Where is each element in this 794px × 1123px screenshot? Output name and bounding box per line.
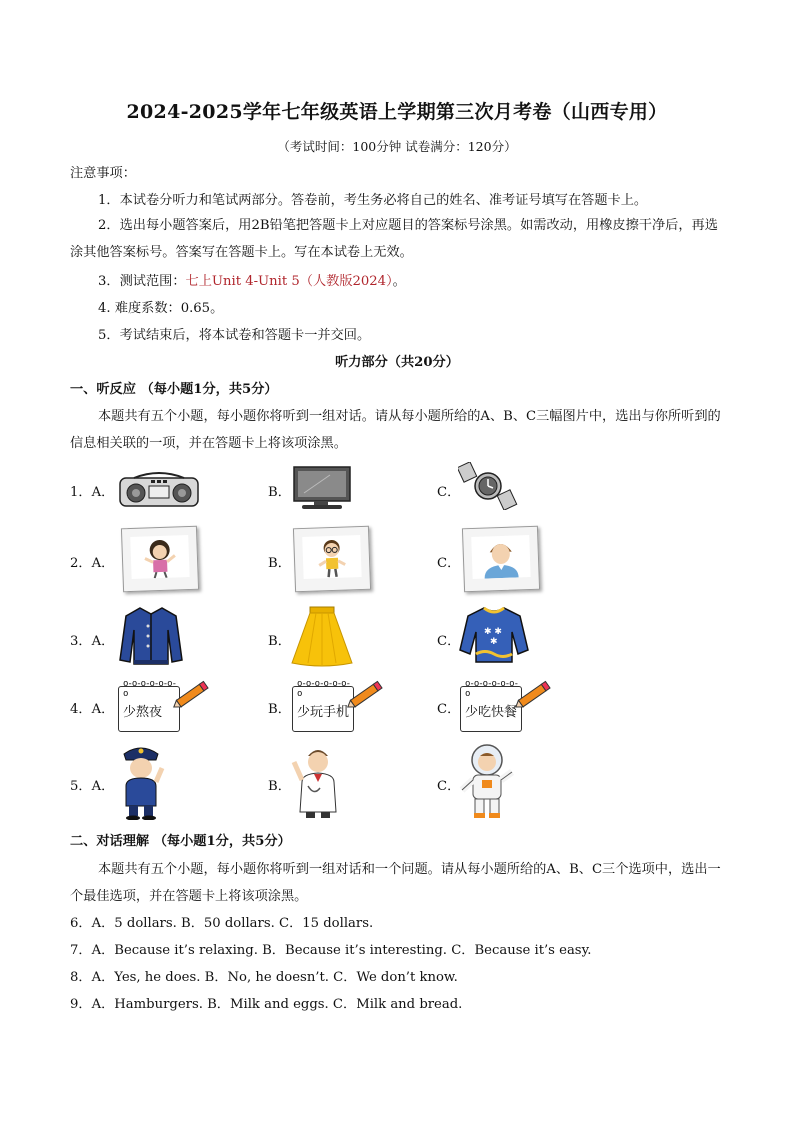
q2-option-b-label: B． xyxy=(268,556,291,571)
spiral-rings-icon: o-o-o-o-o-o-o xyxy=(297,679,351,699)
sweater-icon[interactable] xyxy=(458,604,530,670)
q2-option-c-label: C． xyxy=(437,556,461,571)
notice-heading: 注意事项： xyxy=(70,166,136,181)
pencil-icon xyxy=(344,680,386,714)
q1-option-c-label: C． xyxy=(437,485,461,500)
pencil-icon xyxy=(512,680,554,714)
spiral-rings-icon: o-o-o-o-o-o-o xyxy=(465,679,519,699)
computer-monitor-icon[interactable] xyxy=(290,465,352,515)
yellow-skirt-icon[interactable] xyxy=(288,605,356,671)
girl-photo-icon[interactable] xyxy=(121,526,199,593)
section1-heading: 一、听反应 （每小题1分，共5分） xyxy=(70,382,278,397)
section1-intro: 本题共有五个小题，每小题你将听到一组对话。请从每小题所给的A、B、C三幅图片中，选出与你所听到的信息相关联的一项，并在答题卡上将该项涂黑。 xyxy=(70,409,721,451)
question-6: 6．A．5 dollars. B．50 dollars. C．15 dollars. xyxy=(70,916,374,931)
q4-option-b-label: B． xyxy=(268,702,291,717)
svg-text:✱: ✱ xyxy=(490,637,498,647)
svg-text:✱ ✱: ✱ ✱ xyxy=(484,627,502,637)
q4-option-b-text: 少玩手机 xyxy=(297,705,350,720)
notice-item-3 xyxy=(98,272,406,292)
notice-item-3-prefix: 3．测试范围： xyxy=(98,274,186,289)
q5-option-b-label: B． xyxy=(268,779,291,794)
boy-with-glasses-photo-icon[interactable] xyxy=(293,526,371,593)
spiral-rings-icon: o-o-o-o-o-o-o xyxy=(123,679,177,699)
astronaut-icon[interactable] xyxy=(458,742,516,824)
notice-item-4: 4. 难度系数：0.65。 xyxy=(98,301,224,316)
q1-option-a-label: 1．A． xyxy=(70,485,115,500)
section2-intro: 本题共有五个小题，每小题你将听到一组对话和一个问题。请从每小题所给的A、B、C三个选项中，选出一个最佳选项，并在答题卡上将该项涂黑。 xyxy=(70,862,721,904)
notice-item-3-suffix: 。 xyxy=(392,274,406,289)
jacket-icon[interactable] xyxy=(118,604,184,672)
question-8: 8．A．Yes, he does. B．No, he doesn’t. C．We don’t know. xyxy=(70,970,458,985)
listening-heading: 听力部分（共20分） xyxy=(335,355,459,370)
notice-item-2: 2．选出每小题答案后，用2B铅笔把答题卡上对应题目的答案标号涂黑。如需改动，用橡皮擦干净后，再选涂其他答案标号。答案写在答题卡上。写在本试卷上无效。 xyxy=(70,218,718,260)
exam-info: （考试时间：100分钟 试卷满分：120分） xyxy=(277,139,517,154)
pencil-icon xyxy=(170,680,212,714)
q2-option-a-label: 2．A． xyxy=(70,556,115,571)
q1-option-b-label: B． xyxy=(268,485,291,500)
radio-cassette-icon[interactable] xyxy=(118,470,200,512)
section2-heading: 二、对话理解 （每小题1分，共5分） xyxy=(70,834,291,849)
q3-option-b-label: B． xyxy=(268,634,291,649)
page-title: 2024-2025学年七年级英语上学期第三次月考卷（山西专用） xyxy=(126,101,668,123)
police-officer-icon[interactable] xyxy=(116,742,166,824)
q4-option-c-text: 少吃快餐 xyxy=(465,705,518,720)
question-9: 9．A．Hamburgers. B．Milk and eggs. C．Milk and bread. xyxy=(70,997,463,1012)
q5-option-c-label: C． xyxy=(437,779,461,794)
q5-option-a-label: 5．A． xyxy=(70,779,115,794)
notice-item-5: 5．考试结束后，将本试卷和答题卡一并交回。 xyxy=(98,328,371,343)
q4-option-a-text: 少熬夜 xyxy=(123,705,163,720)
q3-option-c-label: C． xyxy=(437,634,461,649)
man-photo-icon[interactable] xyxy=(462,526,540,593)
wristwatch-icon[interactable] xyxy=(458,462,520,514)
doctor-icon[interactable] xyxy=(290,742,346,824)
notice-item-1: 1．本试卷分听力和笔试两部分。答卷前，考生务必将自己的姓名、准考证号填写在答题卡上。 xyxy=(98,193,648,208)
q4-option-a-label: 4．A． xyxy=(70,702,115,717)
question-7: 7．A．Because it’s relaxing. B．Because it’s interesting. C．Because it’s easy. xyxy=(70,943,592,958)
q4-option-c-label: C． xyxy=(437,702,461,717)
test-scope: 七上Unit 4-Unit 5（人教版2024） xyxy=(185,274,393,289)
q3-option-a-label: 3．A． xyxy=(70,634,115,649)
